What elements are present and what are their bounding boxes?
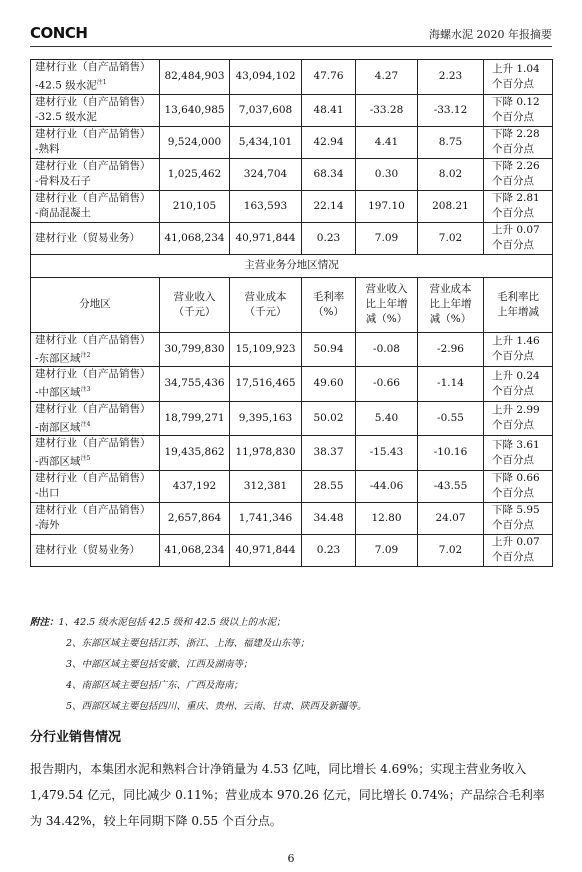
segment-cell: 建材行业（自产品销售） -东部区域$^{注2}$	[31, 332, 160, 367]
margin-change-cell: 下降 0.66 个百分点	[484, 470, 553, 502]
footnote-2: 2、东部区域主要包括江苏、浙江、上海、福建及山东等；	[66, 638, 310, 649]
revenue-change-cell: 4.41	[356, 126, 418, 158]
table-row	[31, 502, 553, 534]
cost-change-cell: -43.55	[418, 470, 484, 502]
revenue-change-cell: -15.43	[356, 436, 418, 471]
footnote-3: 3、中部区域主要包括安徽、江西及湖南等；	[66, 659, 253, 670]
cost-change-cell: 208.21	[418, 190, 484, 222]
cost-cell: 324,704	[230, 158, 302, 190]
gross-margin-cell: 34.48	[302, 502, 356, 534]
cost-cell: 11,978,830	[230, 436, 302, 471]
revenue-change-cell: -33.28	[356, 94, 418, 126]
gross-margin-cell: 47.76	[302, 60, 356, 95]
margin-change-cell: 上升 1.04 个百分点	[484, 60, 553, 95]
table-row	[31, 401, 553, 436]
header-region: 分地区	[31, 277, 160, 332]
revenue-cell: 30,799,830	[160, 332, 230, 367]
table-row	[31, 222, 553, 254]
footnotes	[30, 612, 552, 717]
footnote-4: 4、南部区域主要包括广东、广西及海南；	[66, 680, 244, 691]
table-row	[31, 436, 553, 471]
revenue-change-cell: 0.30	[356, 158, 418, 190]
segment-cell: 建材行业（自产品销售） -骨料及石子	[31, 158, 160, 190]
margin-change-cell: 下降 5.95 个百分点	[484, 502, 553, 534]
cost-change-cell: 7.02	[418, 222, 484, 254]
cost-change-cell: -2.96	[418, 332, 484, 367]
revenue-change-cell: -0.08	[356, 332, 418, 367]
revenue-cell: 2,657,864	[160, 502, 230, 534]
revenue-change-cell: 5.40	[356, 401, 418, 436]
margin-change-cell: 下降 2.26 个百分点	[484, 158, 553, 190]
cost-cell: 1,741,346	[230, 502, 302, 534]
revenue-cell: 34,755,436	[160, 367, 230, 402]
header-revenue: 营业收入 （千元）	[160, 277, 230, 332]
margin-change-cell: 上升 0.07 个百分点	[484, 534, 553, 566]
body-paragraph: 报告期内，本集团水泥和熟料合计净销量为 4.53 亿吨，同比增长 4.69%；实现主营业务收入 1,479.54 亿元，同比减少 0.11%；营业成本 970.26 亿元，同比增长 0.74%；产品综合毛利率为 34.42%，较上年同期下降 0.55 个百分点。	[30, 762, 545, 828]
cost-cell: 40,971,844	[230, 222, 302, 254]
revenue-cell: 41,068,234	[160, 222, 230, 254]
page-header	[30, 18, 552, 47]
header-cost: 营业成本 （千元）	[230, 277, 302, 332]
table-row	[31, 470, 553, 502]
footnote-marker: 注4	[80, 420, 91, 428]
footnote-marker: 注1	[96, 79, 107, 86]
cost-change-cell: -1.14	[418, 367, 484, 402]
cost-cell: 163,593	[230, 190, 302, 222]
page-number: 6	[287, 852, 295, 865]
region-section-title: 主营业务分地区情况	[31, 254, 553, 277]
revenue-cell: 41,068,234	[160, 534, 230, 566]
gross-margin-cell: 28.55	[302, 470, 356, 502]
segment-cell: 建材行业（贸易业务）	[31, 222, 160, 254]
cost-change-cell: 2.23	[418, 60, 484, 95]
segment-cell: 建材行业（自产品销售） -商品混凝土	[31, 190, 160, 222]
segment-cell: 建材行业（自产品销售） -42.5 级水泥$^{注1}$	[31, 60, 160, 95]
revenue-cell: 18,799,271	[160, 401, 230, 436]
revenue-change-cell: -0.66	[356, 367, 418, 402]
cost-cell: 43,094,102	[230, 60, 302, 95]
margin-change-cell: 下降 0.12 个百分点	[484, 94, 553, 126]
segment-cell: 建材行业（自产品销售） -中部区域$^{注3}$	[31, 367, 160, 402]
segment-cell: 建材行业（自产品销售） -南部区域$^{注4}$	[31, 401, 160, 436]
cost-cell: 17,516,465	[230, 367, 302, 402]
table-row	[31, 158, 553, 190]
cost-cell: 312,381	[230, 470, 302, 502]
revenue-cell: 437,192	[160, 470, 230, 502]
segment-table-body	[31, 60, 553, 567]
footnote-5: 5、西部区域主要包括四川、重庆、贵州、云南、甘肃、陕西及新疆等。	[66, 701, 367, 712]
revenue-change-cell: 7.09	[356, 222, 418, 254]
header-margin-change: 毛利率比 上年增减	[484, 277, 553, 332]
cost-cell: 9,395,163	[230, 401, 302, 436]
gross-margin-cell: 50.94	[302, 332, 356, 367]
revenue-change-cell: 197.10	[356, 190, 418, 222]
gross-margin-cell: 22.14	[302, 190, 356, 222]
gross-margin-cell: 48.41	[302, 94, 356, 126]
segment-table	[30, 59, 553, 567]
cost-change-cell: 24.07	[418, 502, 484, 534]
table-row	[31, 94, 553, 126]
document-title: 海螺水泥 2020 年报摘要	[429, 28, 552, 41]
revenue-cell: 13,640,985	[160, 94, 230, 126]
revenue-cell: 82,484,903	[160, 60, 230, 95]
revenue-cell: 19,435,862	[160, 436, 230, 471]
table-row	[31, 60, 553, 95]
region-header-row	[31, 277, 553, 332]
cost-cell: 7,037,608	[230, 94, 302, 126]
footnote-marker: 注3	[80, 386, 91, 393]
revenue-change-cell: 4.27	[356, 60, 418, 95]
region-section-row	[31, 254, 553, 277]
header-gross-margin: 毛利率 （%）	[302, 277, 356, 332]
cost-cell: 5,434,101	[230, 126, 302, 158]
revenue-cell: 210,105	[160, 190, 230, 222]
segment-cell: 建材行业（自产品销售） -32.5 级水泥	[31, 94, 160, 126]
margin-change-cell: 下降 3.61 个百分点	[484, 436, 553, 471]
cost-change-cell: -33.12	[418, 94, 484, 126]
gross-margin-cell: 38.37	[302, 436, 356, 471]
gross-margin-cell: 49.60	[302, 367, 356, 402]
cost-change-cell: 8.75	[418, 126, 484, 158]
cost-change-cell: -10.16	[418, 436, 484, 471]
footnote-marker: 注2	[80, 351, 91, 359]
revenue-cell: 9,524,000	[160, 126, 230, 158]
gross-margin-cell: 68.34	[302, 158, 356, 190]
section-heading: 分行业销售情况	[30, 730, 122, 745]
margin-change-cell: 上升 2.99 个百分点	[484, 401, 553, 436]
margin-change-cell: 下降 2.28 个百分点	[484, 126, 553, 158]
table-row	[31, 534, 553, 566]
cost-change-cell: 8.02	[418, 158, 484, 190]
segment-cell: 建材行业（贸易业务）	[31, 534, 160, 566]
margin-change-cell: 上升 0.24 个百分点	[484, 367, 553, 402]
cost-change-cell: 7.02	[418, 534, 484, 566]
footnote-marker: 注5	[80, 455, 91, 462]
header-cost-change: 营业成本 比上年增 减（%）	[418, 277, 484, 332]
margin-change-cell: 下降 2.81 个百分点	[484, 190, 553, 222]
segment-cell: 建材行业（自产品销售） -出口	[31, 470, 160, 502]
table-row	[31, 190, 553, 222]
footnote-1: 附注：1、42.5 级水泥包括 42.5 级和 42.5 级以上的水泥；	[30, 617, 286, 628]
gross-margin-cell: 50.02	[302, 401, 356, 436]
table-row	[31, 126, 553, 158]
revenue-cell: 1,025,462	[160, 158, 230, 190]
cost-change-cell: -0.55	[418, 401, 484, 436]
table-row	[31, 332, 553, 367]
revenue-change-cell: -44.06	[356, 470, 418, 502]
header-revenue-change: 营业收入 比上年增 减（%）	[356, 277, 418, 332]
revenue-change-cell: 12.80	[356, 502, 418, 534]
gross-margin-cell: 0.23	[302, 534, 356, 566]
revenue-change-cell: 7.09	[356, 534, 418, 566]
table-row	[31, 367, 553, 402]
cost-cell: 15,109,923	[230, 332, 302, 367]
gross-margin-cell: 42.94	[302, 126, 356, 158]
segment-cell: 建材行业（自产品销售） -熟料	[31, 126, 160, 158]
gross-margin-cell: 0.23	[302, 222, 356, 254]
margin-change-cell: 上升 0.07 个百分点	[484, 222, 553, 254]
conch-logo: CONCH	[30, 24, 88, 42]
segment-cell: 建材行业（自产品销售） -海外	[31, 502, 160, 534]
cost-cell: 40,971,844	[230, 534, 302, 566]
segment-cell: 建材行业（自产品销售） -西部区域$^{注5}$	[31, 436, 160, 471]
margin-change-cell: 上升 1.46 个百分点	[484, 332, 553, 367]
